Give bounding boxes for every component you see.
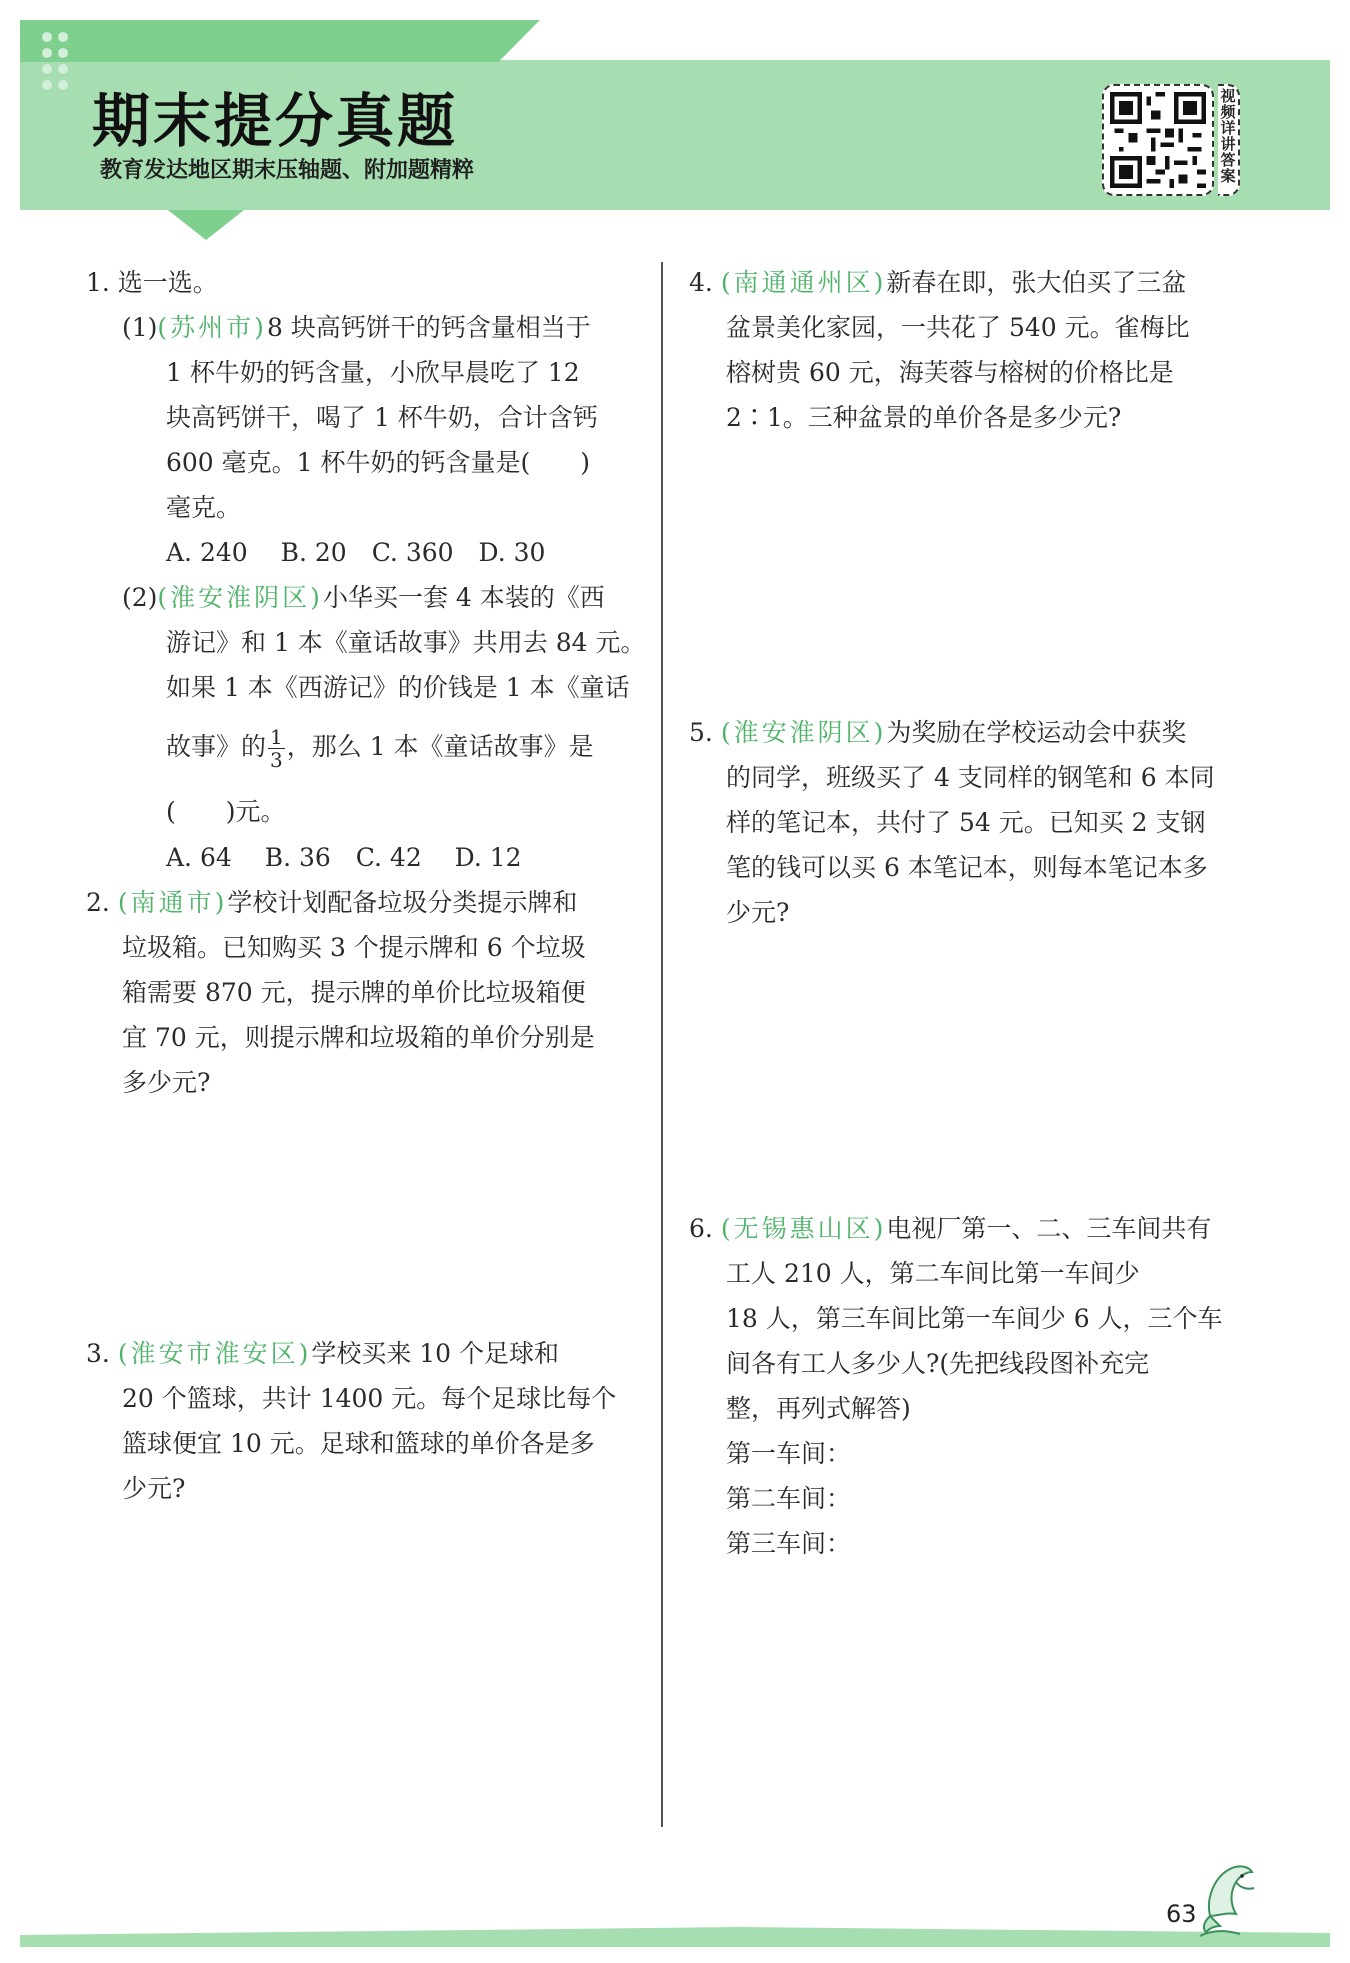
- q4-line: 2∶1。三种盆景的单价各是多少元?: [726, 403, 1122, 432]
- column-divider: [661, 262, 663, 1827]
- q3-number: 3.: [86, 1339, 110, 1368]
- fraction: [268, 726, 285, 771]
- q1-p1-line: 600 毫克。1 杯牛奶的钙含量是( ): [166, 448, 591, 477]
- q1-p1-options: A. 240 B. 20 C. 360 D. 30: [166, 538, 546, 567]
- q6-line: 间各有工人多少人?(先把线段图补充完: [726, 1349, 1150, 1378]
- q1-p2-number: (2): [122, 583, 158, 612]
- header-tab-decoration: [20, 20, 540, 62]
- q6-source: (无锡惠山区): [720, 1214, 887, 1243]
- q2-source: (南通市): [117, 888, 228, 917]
- q4-text: 新春在即，张大伯买了三盆: [886, 268, 1187, 297]
- q1-p1-number: (1): [122, 313, 158, 342]
- q1-p2-frac-after: ，那么 1 本《童话故事》是: [286, 732, 594, 761]
- q1-p2-line: 如果 1 本《西游记》的价钱是 1 本《童话: [166, 673, 630, 702]
- header-arrow-decoration: [168, 210, 244, 240]
- qr-code-icon[interactable]: [1102, 84, 1214, 196]
- q1-heading: 1. 选一选。: [86, 268, 218, 297]
- q1-p1-line: 1 杯牛奶的钙含量，小欣早晨吃了 12: [166, 358, 580, 387]
- q1-p1-text: 8 块高钙饼干的钙含量相当于: [266, 313, 591, 342]
- q3-line: 少元?: [122, 1474, 186, 1503]
- q1-p2-options: A. 64 B. 36 C. 42 D. 12: [166, 843, 522, 872]
- q1-p2-frac-before: 故事》的: [166, 732, 267, 761]
- q1-p2-line: 游记》和 1 本《童话故事》共用去 84 元。: [166, 628, 646, 657]
- q1-p2-text: 小华买一套 4 本装的《西: [322, 583, 605, 612]
- q6-first-line: [689, 1214, 1211, 1244]
- q2-line: 箱需要 870 元，提示牌的单价比垃圾箱便: [122, 978, 586, 1007]
- q2-text: 学校计划配备垃圾分类提示牌和: [227, 888, 578, 917]
- dots-decoration: [42, 32, 82, 104]
- q5-line: 笔的钱可以买 6 本笔记本，则每本笔记本多: [726, 853, 1208, 882]
- q2-line: 垃圾箱。已知购买 3 个提示牌和 6 个垃圾: [122, 933, 586, 962]
- q5-line: 的同学，班级买了 4 支同样的钢笔和 6 本同: [726, 763, 1215, 792]
- dolphin-icon: [1196, 1858, 1260, 1938]
- q1-p2-source: (淮安淮阴区): [157, 583, 323, 612]
- q6-line: 18 人，第三车间比第一车间少 6 人，三个车: [726, 1304, 1223, 1333]
- q4-number: 4.: [689, 268, 713, 297]
- q6-text: 电视厂第一、二、三车间共有: [886, 1214, 1212, 1243]
- qr-label: 视频详讲答案: [1218, 84, 1240, 196]
- q2-line: 多少元?: [122, 1068, 211, 1097]
- q6-workshop-label: 第三车间：: [726, 1529, 852, 1558]
- q3-line: 篮球便宜 10 元。足球和篮球的单价各是多: [122, 1429, 595, 1458]
- fraction-denominator: 3: [270, 748, 283, 772]
- q1-p2-first-line: [122, 583, 605, 613]
- footer-band: [20, 1927, 1330, 1947]
- q4-first-line: [689, 268, 1186, 298]
- q3-text: 学校买来 10 个足球和: [311, 1339, 560, 1368]
- q3-first-line: [86, 1339, 559, 1369]
- q2-first-line: [86, 888, 577, 918]
- q1-p2-line: ( )元。: [166, 797, 286, 826]
- q5-line: 样的笔记本，共付了 54 元。已知买 2 支钢: [726, 808, 1206, 837]
- q6-line: 整，再列式解答): [726, 1394, 911, 1423]
- q4-source: (南通通州区): [720, 268, 887, 297]
- page-subtitle: 教育发达地区期末压轴题、附加题精粹: [100, 158, 475, 183]
- q4-line: 盆景美化家园，一共花了 540 元。雀梅比: [726, 313, 1190, 342]
- q4-line: 榕树贵 60 元，海芙蓉与榕树的价格比是: [726, 358, 1174, 387]
- q5-first-line: [689, 718, 1186, 748]
- q6-workshop-label: 第二车间：: [726, 1484, 852, 1513]
- q5-line: 少元?: [726, 898, 790, 927]
- q5-source: (淮安淮阴区): [720, 718, 887, 747]
- q6-number: 6.: [689, 1214, 713, 1243]
- q1-p1-first-line: [122, 313, 591, 343]
- page-number: 63: [1166, 1900, 1197, 1928]
- q5-text: 为奖励在学校运动会中获奖: [886, 718, 1187, 747]
- fraction-numerator: 1: [270, 725, 283, 749]
- q2-line: 宜 70 元，则提示牌和垃圾箱的单价分别是: [122, 1023, 595, 1052]
- q5-number: 5.: [689, 718, 713, 747]
- q2-number: 2.: [86, 888, 110, 917]
- q1-p1-line: 块高钙饼干，喝了 1 杯牛奶，合计含钙: [166, 403, 598, 432]
- q3-source: (淮安市淮安区): [117, 1339, 312, 1368]
- page-title: 期末提分真题: [92, 87, 459, 155]
- q1-p1-source: (苏州市): [157, 313, 267, 342]
- q6-workshop-label: 第一车间：: [726, 1439, 852, 1468]
- q3-line: 20 个篮球，共计 1400 元。每个足球比每个: [122, 1384, 617, 1413]
- q6-line: 工人 210 人，第二车间比第一车间少: [726, 1259, 1140, 1288]
- q1-p1-line: 毫克。: [166, 493, 242, 522]
- q1-p2-fraction-line: [166, 722, 594, 772]
